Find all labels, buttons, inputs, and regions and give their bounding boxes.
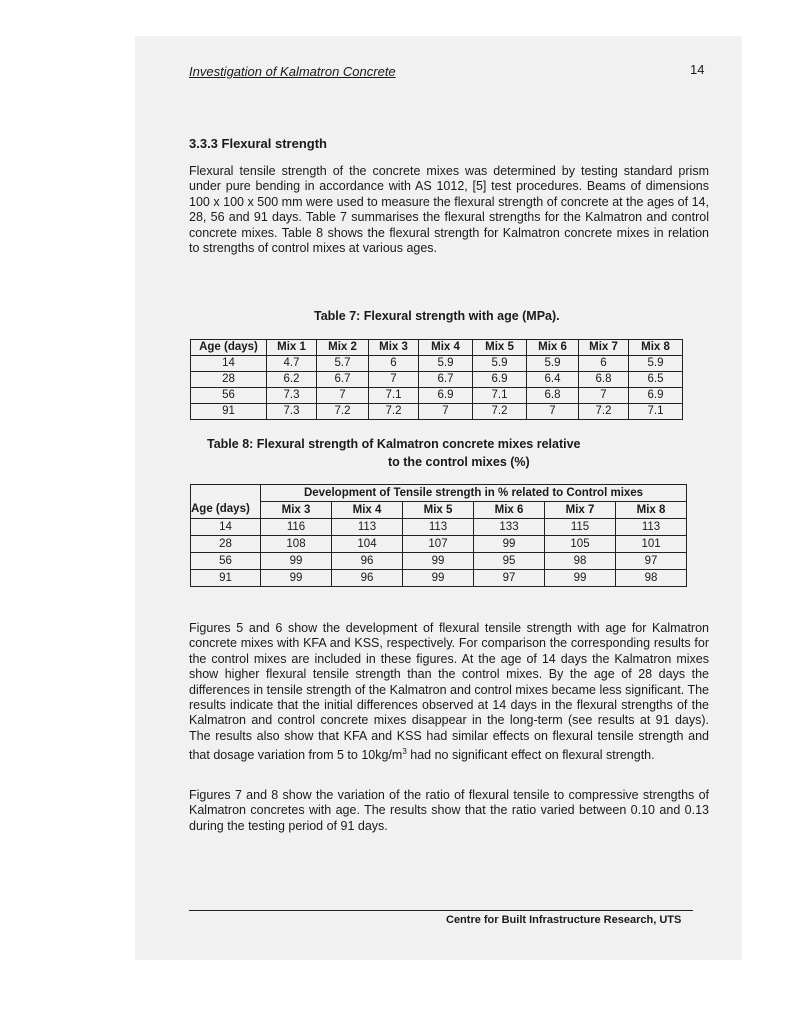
table-cell: 6: [579, 356, 629, 372]
table8-group-header-row: [191, 485, 687, 502]
table-cell: 97: [616, 553, 687, 570]
table-cell: 7: [369, 372, 419, 388]
footer-institution: Centre for Built Infrastructure Research, UTS: [446, 914, 682, 926]
table-cell: 7.2: [369, 404, 419, 420]
table-cell: 91: [191, 404, 267, 420]
table-cell: 5.9: [527, 356, 579, 372]
table-cell: 6.9: [473, 372, 527, 388]
table7-header-cell: Age (days): [191, 340, 267, 356]
table-cell: 95: [474, 553, 545, 570]
table-cell: 7.2: [579, 404, 629, 420]
table-cell: 6.8: [527, 388, 579, 404]
table-cell: 14: [191, 356, 267, 372]
table-cell: 7: [419, 404, 473, 420]
table8-corner-cell: [191, 485, 261, 502]
table-cell: 99: [403, 553, 474, 570]
page-number: 14: [690, 62, 705, 77]
table8-header-cell: Mix 8: [616, 502, 687, 519]
table8-header-row: [191, 502, 687, 519]
table-cell: 113: [403, 519, 474, 536]
table8-header-cell: Mix 4: [332, 502, 403, 519]
table-row: [191, 519, 687, 536]
table-row: [191, 553, 687, 570]
table-cell: 7: [317, 388, 369, 404]
section-heading: 3.3.3 Flexural strength: [189, 136, 327, 151]
table-cell: 6.9: [419, 388, 473, 404]
table7-flexural-strength: [190, 339, 683, 420]
table-cell: 97: [474, 570, 545, 587]
table-cell: 101: [616, 536, 687, 553]
table-cell: 115: [545, 519, 616, 536]
table-cell: 108: [261, 536, 332, 553]
table-row: [191, 570, 687, 587]
table-cell: 56: [191, 388, 267, 404]
table-cell: 6: [369, 356, 419, 372]
table-cell: 105: [545, 536, 616, 553]
table-cell: 7.3: [267, 388, 317, 404]
table-cell: 5.9: [419, 356, 473, 372]
table-cell: 113: [332, 519, 403, 536]
paragraph-intro: Flexural tensile strength of the concrete mixes was determined by testing standard prism under pure bending in accordance with AS 1012, [5] test procedures. Beams of dimensions 100 x 100 x 500 mm were used to measure the flexural strength of concrete at the ages of 14, 28, 56 and 91 days. Table 7 summarises the flexural strengths for the Kalmatron and control concrete mixes. Table 8 shows the flexural strength for Kalmatron concrete mixes in relation to strengths of control mixes at various ages.: [189, 164, 709, 256]
table8-age-header: Age (days): [191, 502, 261, 519]
table7-header-cell: Mix 2: [317, 340, 369, 356]
paragraph-figures-5-6-tail: had no significant effect on flexural strength.: [406, 748, 655, 763]
table-cell: 116: [261, 519, 332, 536]
table-cell: 5.9: [473, 356, 527, 372]
table-cell: 6.2: [267, 372, 317, 388]
table7-header-cell: Mix 5: [473, 340, 527, 356]
table-cell: 4.7: [267, 356, 317, 372]
table-cell: 99: [261, 570, 332, 587]
paragraph-figures-5-6: [189, 621, 709, 764]
table-cell: 28: [191, 372, 267, 388]
table-cell: 5.9: [629, 356, 683, 372]
table7-caption: Table 7: Flexural strength with age (MPa).: [314, 309, 560, 323]
table7-header-cell: Mix 7: [579, 340, 629, 356]
table7-header-cell: Mix 8: [629, 340, 683, 356]
table-cell: 6.7: [419, 372, 473, 388]
table-cell: 104: [332, 536, 403, 553]
table8-header-cell: Mix 3: [261, 502, 332, 519]
table-cell: 7.3: [267, 404, 317, 420]
table-cell: 6.7: [317, 372, 369, 388]
table8-caption-line1: Table 8: Flexural strength of Kalmatron concrete mixes relative: [207, 437, 581, 451]
table-cell: 98: [545, 553, 616, 570]
table-row: [191, 536, 687, 553]
table-cell: 113: [616, 519, 687, 536]
superscript-cubed: 3: [402, 747, 407, 757]
table-cell: 7.1: [629, 404, 683, 420]
table-cell: 6.4: [527, 372, 579, 388]
table-cell: 56: [191, 553, 261, 570]
table-cell: 6.5: [629, 372, 683, 388]
table-row: [191, 404, 683, 420]
table-cell: 7.1: [473, 388, 527, 404]
footer-divider: [189, 910, 693, 911]
table-cell: 6.9: [629, 388, 683, 404]
table-cell: 5.7: [317, 356, 369, 372]
table8-header-cell: Mix 6: [474, 502, 545, 519]
table-cell: 7.2: [317, 404, 369, 420]
table-cell: 14: [191, 519, 261, 536]
table-cell: 99: [474, 536, 545, 553]
table-cell: 96: [332, 570, 403, 587]
table-cell: 6.8: [579, 372, 629, 388]
paragraph-figures-7-8: Figures 7 and 8 show the variation of the ratio of flexural tensile to compressive strengths of Kalmatron concretes with age. The results show that the ratio varied between 0.10 and 0.13 during the testing period of 91 days.: [189, 788, 709, 833]
table-row: [191, 372, 683, 388]
table7-header-cell: Mix 6: [527, 340, 579, 356]
table-cell: 28: [191, 536, 261, 553]
running-header-title: Investigation of Kalmatron Concrete: [189, 64, 396, 79]
table-cell: 7: [527, 404, 579, 420]
table-cell: 98: [616, 570, 687, 587]
table-cell: 99: [545, 570, 616, 587]
table-row: [191, 388, 683, 404]
table7-header-cell: Mix 3: [369, 340, 419, 356]
paragraph-figures-5-6-text: Figures 5 and 6 show the development of flexural tensile strength with age for Kalmatron concrete mixes with KFA and KSS, respectively. For comparison the corresponding results for the control mixes are included in these figures. At the age of 14 days the Kalmatron mixes show higher flexural tensile strength than the control mixes. By the age of 28 days the differences in tensile strength of the Kalmatron and control mixes became less significant. The results indicate that the initial differences observed at 14 days in the flexural strengths of the Kalmatron and control concrete mixes disappear in the long-term (see results at 91 days). The results also show that KFA and KSS had similar effects on flexural tensile strength and that dosage variation from 5 to 10kg/m: [189, 621, 709, 763]
table7-header-cell: Mix 4: [419, 340, 473, 356]
table7-header-row: [191, 340, 683, 356]
table-row: [191, 356, 683, 372]
table-cell: 107: [403, 536, 474, 553]
table-cell: 133: [474, 519, 545, 536]
table-cell: 91: [191, 570, 261, 587]
table-cell: 99: [403, 570, 474, 587]
table-cell: 7.2: [473, 404, 527, 420]
table8-caption-line2: to the control mixes (%): [388, 455, 530, 469]
table-cell: 7.1: [369, 388, 419, 404]
table8-relative-strength: [190, 484, 687, 587]
table8-header-cell: Mix 5: [403, 502, 474, 519]
table-cell: 99: [261, 553, 332, 570]
table8-group-header: Development of Tensile strength in % related to Control mixes: [261, 485, 687, 502]
table-cell: 7: [579, 388, 629, 404]
table-cell: 96: [332, 553, 403, 570]
table7-header-cell: Mix 1: [267, 340, 317, 356]
table8-header-cell: Mix 7: [545, 502, 616, 519]
